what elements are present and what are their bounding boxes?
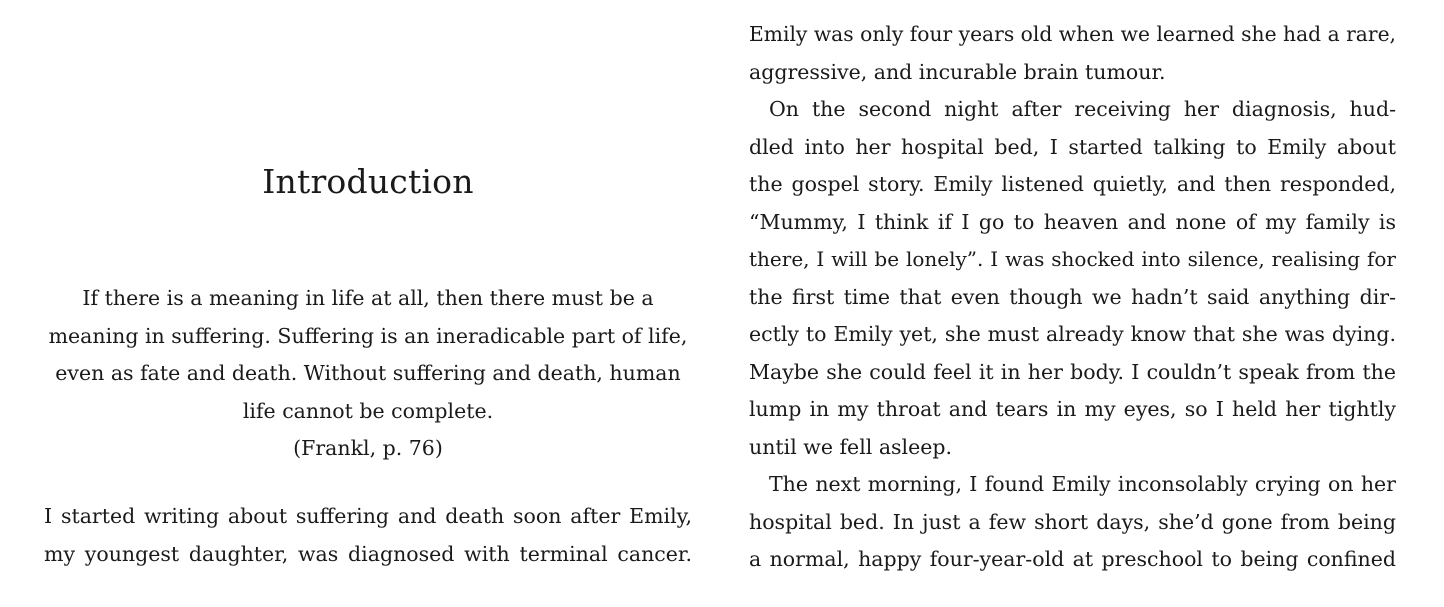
epigraph-line: even as fate and death. Without suffering and death, human xyxy=(55,361,681,385)
paragraph-2 xyxy=(749,91,1396,466)
text-line: there, I will be lonely”. I was shocked into silence, realising for xyxy=(749,247,1396,271)
paragraph-3 xyxy=(749,466,1396,579)
epigraph-citation: (Frankl, p. 76) xyxy=(293,436,443,460)
paragraph-1 xyxy=(749,16,1396,91)
intro-paragraph xyxy=(44,498,692,573)
text-line: until we fell asleep. xyxy=(749,434,953,459)
text-line: The next morning, I found Emily inconsolably crying on her xyxy=(769,472,1396,496)
text-line: hospital bed. In just a few short days, she’d gone from being xyxy=(749,509,1396,534)
text-line: the first time that even though we hadn’t said anything dir- xyxy=(749,284,1396,309)
text-line: “Mummy, I think if I go to heaven and none of my family is xyxy=(749,209,1396,234)
text-line: a normal, happy four-year-old at preschool to being confined xyxy=(749,547,1396,571)
text-line: Emily was only four years old when we learned she had a rare, xyxy=(749,22,1396,46)
epigraph-line: If there is a meaning in life at all, then there must be a xyxy=(82,286,654,310)
left-page xyxy=(44,0,692,607)
right-page-body xyxy=(749,16,1396,579)
text-line: the gospel story. Emily listened quietly, and then responded, xyxy=(749,172,1396,196)
right-page xyxy=(749,0,1396,607)
text-line: I started writing about suffering and death soon after Emily, xyxy=(44,504,692,528)
text-line: my youngest daughter, was diagnosed with terminal cancer. xyxy=(44,541,692,566)
text-line: On the second night after receiving her diagnosis, hud- xyxy=(769,97,1396,121)
epigraph xyxy=(44,280,692,468)
text-line: aggressive, and incurable brain tumour. xyxy=(749,59,1166,84)
epigraph-line: meaning in suffering. Suffering is an ineradicable part of life, xyxy=(48,323,688,348)
text-line: lump in my throat and tears in my eyes, so I held her tightly xyxy=(749,397,1396,421)
text-line: ectly to Emily yet, she must already know that she was dying. xyxy=(749,322,1396,346)
chapter-title: Introduction xyxy=(262,162,474,201)
epigraph-line: life cannot be complete. xyxy=(242,398,494,423)
text-line: Maybe she could feel it in her body. I couldn’t speak from the xyxy=(749,359,1396,384)
text-line: dled into her hospital bed, I started talking to Emily about xyxy=(749,134,1396,159)
